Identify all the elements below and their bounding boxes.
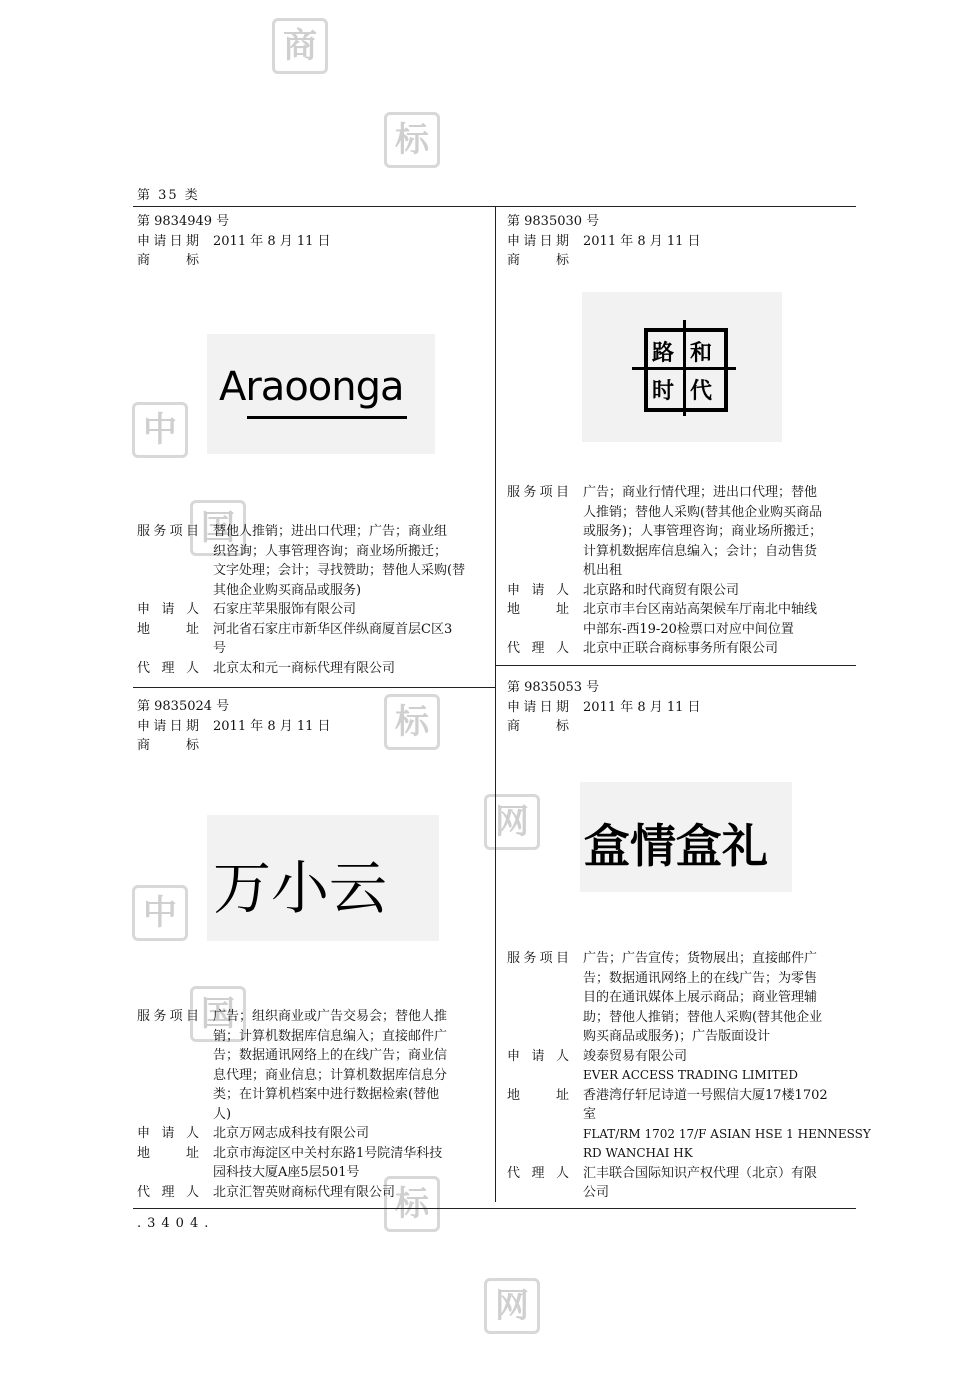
logo-char-shi: 时 [652,379,675,404]
mark-row [507,251,857,271]
agent-label: 代 理 人 [507,641,569,656]
services-line: 告；数据通讯网络上的在线广告；为零售 [583,970,818,986]
services-line: 文字处理；会计；寻找赞助；替他人采购(替 [213,563,466,578]
services-label: 服务项目 [137,1009,199,1024]
services-row [137,1007,487,1124]
entry-9834949-details [137,522,487,678]
address-line: 号 [213,641,227,656]
services-line: 销；计算机数据库信息编入；直接邮件广 [213,1028,448,1044]
address-row [507,1086,871,1164]
address-value [583,1086,871,1164]
trademark-araoonga [207,334,435,454]
date-label: 申请日期 [507,699,569,715]
services-line: 替他人推销；进出口代理；广告；商业组 [213,524,448,539]
mark-label: 商 标 [507,719,569,734]
bottom-rule [133,1208,856,1209]
left-mid-rule [133,687,495,688]
date-label: 申请日期 [137,718,199,734]
watermark-guo-2: 国 [190,986,246,1042]
date-value: 2011 年 8 月 11 日 [213,718,331,734]
agent-value [583,639,859,659]
applicant-row [137,1124,487,1144]
date-row [137,717,487,737]
watermark-shang: 商 [272,18,328,74]
applicant-value [213,600,487,620]
watermark-wang-2: 网 [484,1278,540,1334]
address-line: 园科技大厦A座5层501号 [213,1165,360,1180]
watermark-biao-2: 标 [384,694,440,750]
mark-label: 商 标 [137,738,199,753]
agent-line: 公司 [583,1185,610,1200]
trademark-text: 万小云 [213,854,388,922]
services-value [213,1007,487,1124]
services-line: 息代理；商业信息；计算机数据库信息分 [213,1067,448,1083]
agent-row [507,1164,859,1203]
services-line: 织咨询；人事管理咨询；商业场所搬迁； [213,543,448,559]
logo-char-dai: 代 [690,379,713,404]
applicant-label: 申 请 人 [507,582,569,598]
services-value [213,522,487,600]
address-line: 北京市海淀区中关村东路1号院清华科技 [213,1145,443,1161]
services-label: 服务项目 [507,951,569,966]
agent-line: 北京太和元一商标代理有限公司 [213,660,396,676]
services-line: 机出租 [583,563,623,578]
address-line: RD WANCHAI HK [583,1146,693,1160]
trademark-wanxiaoyun [207,815,439,941]
mark-label: 商 标 [137,253,199,268]
services-label: 服务项目 [137,524,199,539]
services-row [507,483,859,581]
services-line: 目的在通讯媒体上展示商品；商业管理辅 [583,990,818,1005]
date-row [507,232,857,252]
agent-value [213,659,487,679]
services-row [137,522,487,600]
services-line: 类；在计算机档案中进行数据检索(替他 [213,1087,440,1102]
date-label: 申请日期 [507,233,569,249]
watermark-zhong-2: 中 [132,885,188,941]
services-line: 告；数据通讯网络上的在线广告；商业信 [213,1048,448,1063]
reg-number: 第 9835024 号 [137,699,230,714]
applicant-row [137,600,487,620]
reg-number: 第 9834949 号 [137,214,230,229]
right-mid-rule [495,665,856,666]
address-label: 地 址 [137,1145,199,1161]
agent-row [507,639,859,659]
date-value: 2011 年 8 月 11 日 [583,699,701,715]
mark-label: 商 标 [507,253,569,268]
agent-label: 代 理 人 [137,1184,199,1200]
services-value [583,949,859,1047]
services-line: 助；替他人推销；替他人采购(替其他企业 [583,1009,823,1025]
logo-char-lu: 路 [652,341,675,366]
applicant-value [583,581,859,601]
watermark-zhong: 中 [132,402,188,458]
address-line: 室 [583,1107,597,1122]
entry-9834949 [137,212,487,271]
address-row [507,600,859,639]
services-line: 计算机数据库信息编入；会计；自动售货 [583,543,818,559]
services-line: 广告；商业行情代理；进出口代理；替他 [583,485,818,500]
date-value: 2011 年 8 月 11 日 [213,233,331,249]
entry-9835053-details [507,949,871,1203]
applicant-value [213,1124,487,1144]
trademark-heqing-heli [580,782,792,892]
watermark-guo: 国 [190,500,246,556]
address-value [213,1144,487,1183]
entry-9835030-details [507,483,859,659]
address-line: 河北省石家庄市新华区伴纵商厦首层C区3 [213,621,453,637]
agent-value [583,1164,859,1203]
services-line: 或服务)；人事管理咨询；商业场所搬迁； [583,524,823,539]
trademark-luhe-shidai [582,292,782,442]
date-label: 申请日期 [137,233,199,249]
applicant-line: 石家庄苹果服饰有限公司 [213,602,357,617]
entry-9835030 [507,212,857,271]
agent-line: 北京中正联合商标事务所有限公司 [583,641,779,656]
entry-9835024-details [137,1007,487,1202]
services-line: 人推销；替他人采购(替其他企业购买商品 [583,504,823,520]
address-row [137,620,487,659]
services-line: 购买商品或服务)；广告版面设计 [583,1029,771,1044]
watermark-wang: 网 [484,794,540,850]
applicant-label: 申 请 人 [137,1126,199,1141]
reg-number: 第 9835053 号 [507,680,600,695]
watermark-biao-3: 标 [384,1176,440,1232]
applicant-line: 北京路和时代商贸有限公司 [583,582,740,598]
mark-row [137,251,487,271]
applicant-row [507,1047,859,1086]
applicant-row [507,581,859,601]
mark-row [507,717,857,737]
services-line: 广告；广告宣传；货物展出；直接邮件广 [583,951,818,966]
entry-9835053 [507,678,857,737]
column-divider [495,206,496,1202]
address-label: 地 址 [507,1087,569,1103]
services-line: 广告；组织商业或广告交易会；替他人推 [213,1009,448,1024]
entry-9835024 [137,697,487,756]
page-number: .3404. [137,1216,215,1231]
address-line: FLAT/RM 1702 17/F ASIAN HSE 1 HENNESSY [583,1126,871,1141]
address-line: 中部东-西19-20检票口对应中间位置 [583,621,794,637]
agent-row [137,1183,487,1203]
agent-value [213,1183,487,1203]
date-row [507,698,857,718]
trademark-text: Araoonga [219,364,404,410]
applicant-line: 北京万网志成科技有限公司 [213,1126,370,1141]
services-line: 其他企业购买商品或服务) [213,582,362,598]
applicant-line: EVER ACCESS TRADING LIMITED [583,1068,798,1082]
address-value [213,620,487,659]
class-label: 第 35 类 [137,188,200,203]
services-line: 人) [213,1106,232,1122]
address-line: 北京市丰台区南站高架候车厅南北中轴线 [583,602,818,617]
address-value [583,600,859,639]
applicant-line: 竣泰贸易有限公司 [583,1048,688,1064]
agent-label: 代 理 人 [137,660,199,676]
reg-number: 第 9835030 号 [507,214,600,229]
logo-char-he: 和 [690,341,713,366]
applicant-label: 申 请 人 [507,1048,569,1064]
logo-cross-h [632,367,736,370]
date-row [137,232,487,252]
watermark-biao: 标 [384,112,440,168]
applicant-value [583,1047,859,1086]
agent-line: 北京汇智英财商标代理有限公司 [213,1184,396,1200]
address-line: 香港湾仔轩尼诗道一号熙信大厦17楼1702 [583,1087,828,1103]
trademark-text: 盒情盒礼 [584,819,768,873]
date-value: 2011 年 8 月 11 日 [583,233,701,249]
services-row [507,949,859,1047]
trademark-underline [247,416,407,419]
agent-label: 代 理 人 [507,1165,569,1181]
applicant-label: 申 请 人 [137,602,199,617]
services-value [583,483,859,581]
address-label: 地 址 [137,621,199,637]
mark-row [137,736,487,756]
agent-line: 汇丰联合国际知识产权代理（北京）有限 [583,1165,818,1181]
agent-row [137,659,487,679]
services-label: 服务项目 [507,485,569,500]
address-row [137,1144,487,1183]
address-label: 地 址 [507,602,569,617]
